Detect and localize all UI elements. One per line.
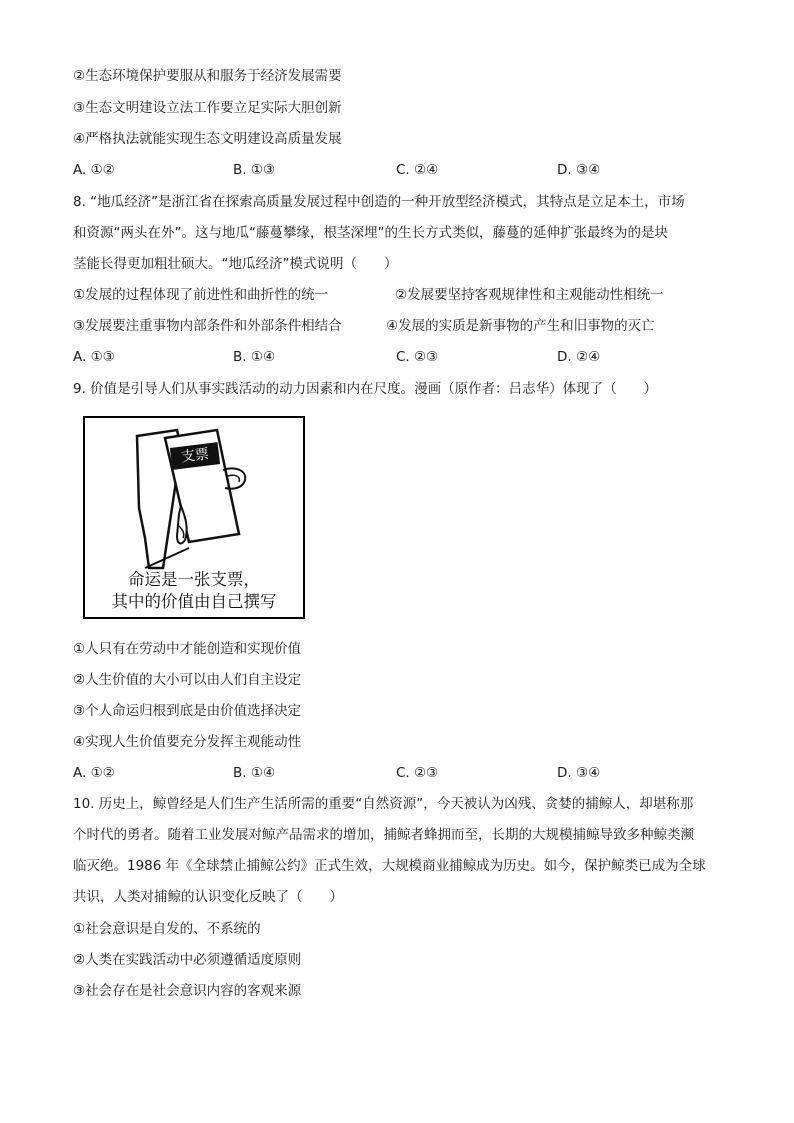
q9-stem-line-1: 9. 价值是引导人们从事实践活动的动力因素和内在尺度。漫画（原作者：吕志华）体现了（ ） — [73, 381, 658, 397]
q8-stem-line-2: 和资源“两头在外”。这与地瓜“藤蔓攀缘，根茎深埋”的生长方式类似，藤蔓的延伸扩张最终为的是块 — [73, 225, 668, 241]
q8-stem-line-1: 8. “地瓜经济”是浙江省在探索高质量发展过程中创造的一种开放型经济模式，其特点是立足本土，市场 — [73, 194, 685, 210]
q7-option-a: A. ①② — [73, 162, 115, 178]
q8-option-d: D. ②④ — [557, 349, 601, 365]
q7-item-4: ④严格执法就能实现生态文明建设高质量发展 — [73, 131, 342, 147]
cartoon-caption-line-2: 其中的价值由自己撰写 — [111, 592, 277, 611]
q9-option-c: C. ②③ — [396, 765, 439, 781]
q7-item-2: ②生态环境保护要服从和服务于经济发展需要 — [73, 68, 342, 84]
q8-option-a: A. ①③ — [73, 349, 115, 365]
q10-stem-line-3: 临灭绝。1986 年《全球禁止捕鲸公约》正式生效，大规模商业捕鲸成为历史。如今，保护鲸类已成为全球 — [73, 858, 706, 874]
q9-option-d: D. ③④ — [557, 765, 601, 781]
q7-option-b: B. ①③ — [233, 162, 276, 178]
q9-item-4: ④实现人生价值要充分发挥主观能动性 — [73, 734, 302, 750]
q10-stem-line-2: 个时代的勇者。随着工业发展对鲸产品需求的增加，捕鲸者蜂拥而至，长期的大规模捕鲸导致多种鲸类濒 — [73, 827, 694, 843]
q8-option-b: B. ①④ — [233, 349, 276, 365]
q8-item-2: ②发展要坚持客观规律性和主观能动性相统一 — [395, 287, 664, 303]
q9-item-1: ①人只有在劳动中才能创造和实现价值 — [73, 641, 302, 657]
q8-item-4: ④发展的实质是新事物的产生和旧事物的灭亡 — [386, 318, 655, 334]
q9-item-2: ②人生价值的大小可以由人们自主设定 — [73, 672, 302, 688]
q8-item-1: ①发展的过程体现了前进性和曲折性的统一 — [73, 287, 329, 303]
q7-option-d: D. ③④ — [557, 162, 601, 178]
q8-option-c: C. ②③ — [396, 349, 439, 365]
q10-item-3: ③社会存在是社会意识内容的客观来源 — [73, 983, 302, 999]
q9-item-3: ③个人命运归根到底是由价值选择决定 — [73, 703, 302, 719]
q10-item-2: ②人类在实践活动中必须遵循适度原则 — [73, 952, 302, 968]
q8-stem-line-3: 茎能长得更加粗壮硕大。“地瓜经济”模式说明（ ） — [73, 256, 398, 272]
cheque-label: 支票 — [170, 442, 220, 470]
q10-stem-line-4: 共识，人类对捕鲸的认识变化反映了（ ） — [73, 889, 343, 905]
q8-item-3: ③发展要注重事物内部条件和外部条件相结合 — [73, 318, 342, 334]
q10-stem-line-1: 10. 历史上，鲸曾经是人们生产生活所需的重要“自然资源”，今天被认为凶残、贪婪的捕鲸人，却堪称那 — [73, 796, 694, 812]
cartoon-caption-line-1: 命运是一张支票， — [128, 570, 260, 589]
q9-option-b: B. ①④ — [233, 765, 276, 781]
q9-option-a: A. ①② — [73, 765, 115, 781]
q7-item-3: ③生态文明建设立法工作要立足实际大胆创新 — [73, 100, 342, 116]
q7-option-c: C. ②④ — [396, 162, 439, 178]
q9-cartoon — [83, 416, 305, 619]
q10-item-1: ①社会意识是自发的、不系统的 — [73, 921, 261, 937]
